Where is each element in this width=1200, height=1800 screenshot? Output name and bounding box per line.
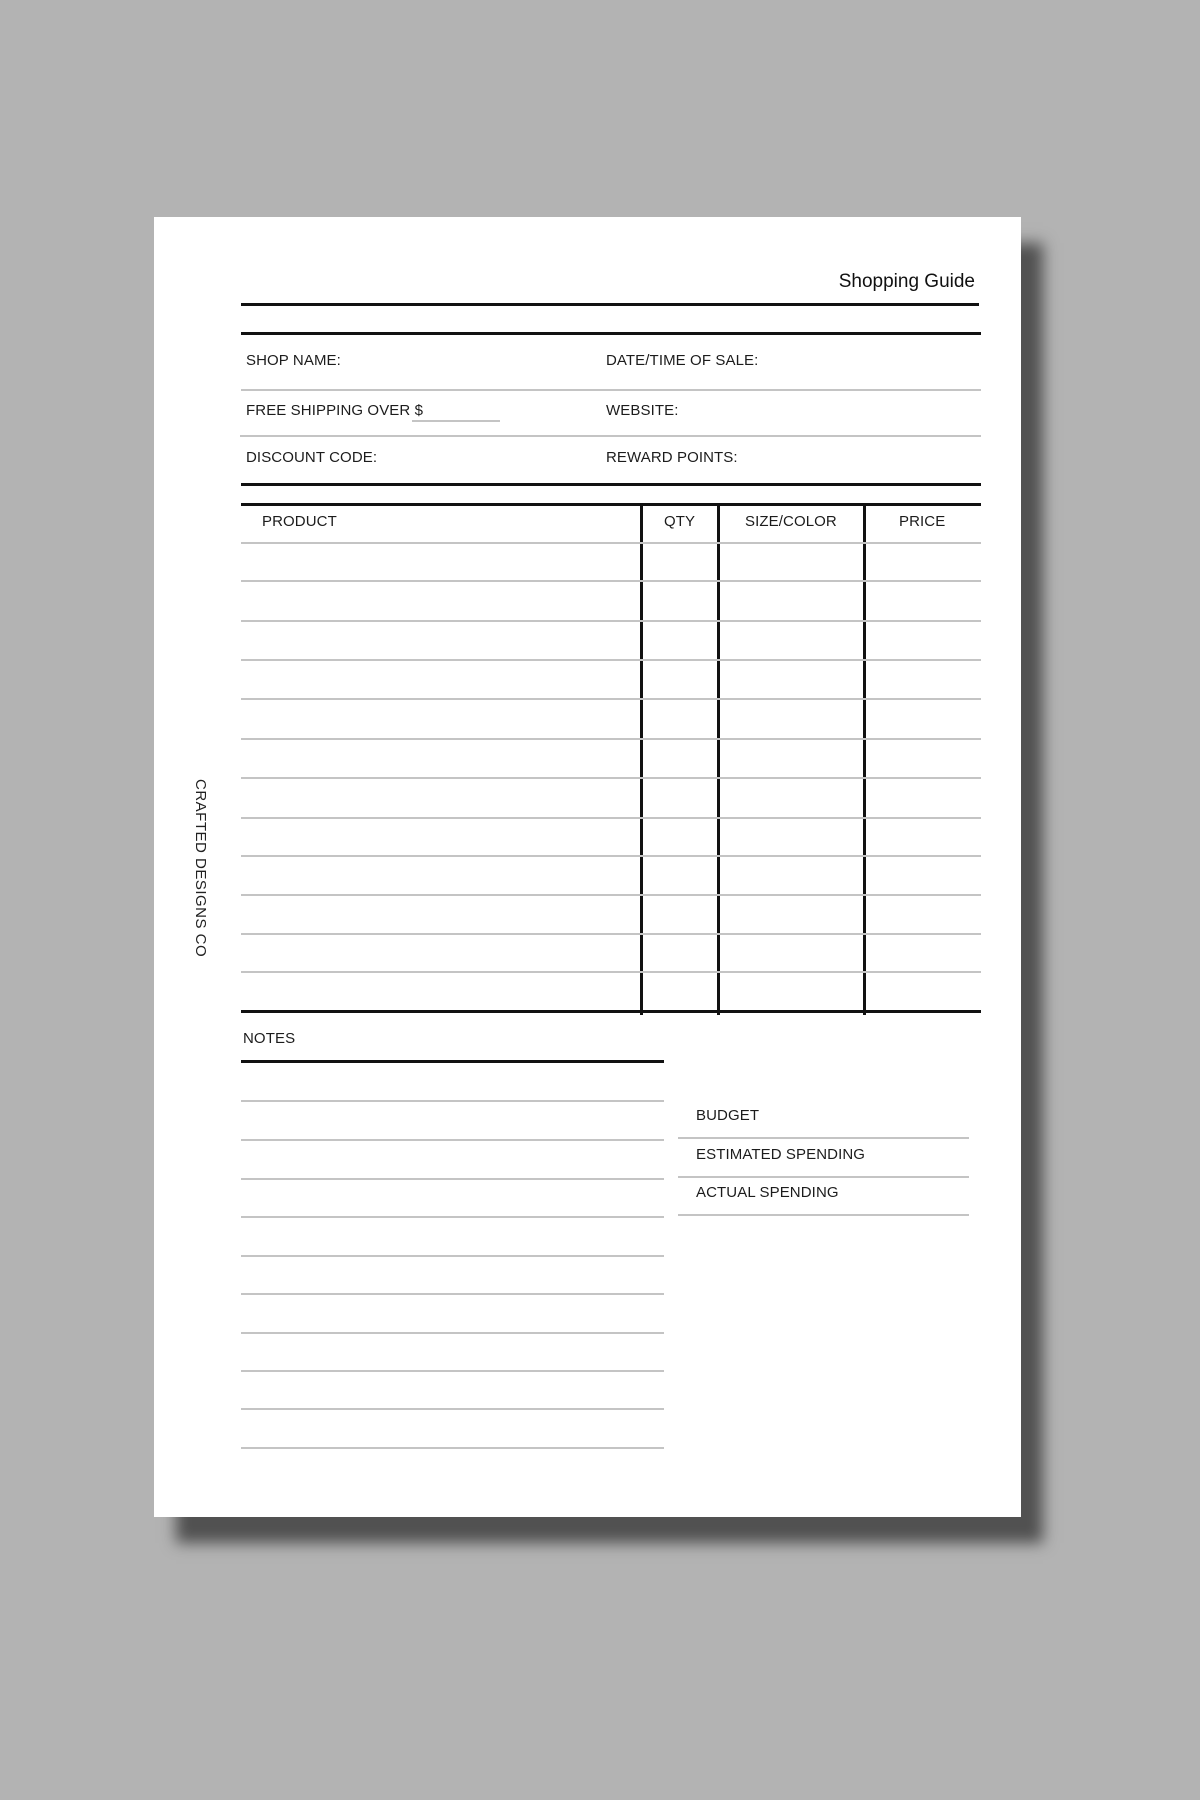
estimated-spending-line[interactable] <box>678 1176 969 1178</box>
table-row[interactable] <box>241 698 981 700</box>
notes-line[interactable] <box>241 1139 664 1141</box>
date-time-label: DATE/TIME OF SALE: <box>606 352 759 369</box>
estimated-spending-label: ESTIMATED SPENDING <box>696 1146 866 1163</box>
notes-line[interactable] <box>241 1447 664 1449</box>
notes-line[interactable] <box>241 1255 664 1257</box>
notes-line[interactable] <box>241 1100 664 1102</box>
table-row[interactable] <box>241 971 981 973</box>
free-shipping-label: FREE SHIPPING OVER $ <box>246 402 424 419</box>
info-bottom-divider <box>241 483 981 486</box>
table-bottom-border <box>241 1010 981 1013</box>
notes-label: NOTES <box>243 1030 296 1047</box>
table-row[interactable] <box>241 620 981 622</box>
table-top-border <box>241 503 981 506</box>
header-qty: QTY <box>664 513 696 530</box>
page-title: Shopping Guide <box>838 271 975 292</box>
title-divider <box>241 303 979 306</box>
table-row[interactable] <box>241 659 981 661</box>
table-row[interactable] <box>241 933 981 935</box>
notes-line[interactable] <box>241 1216 664 1218</box>
actual-spending-label: ACTUAL SPENDING <box>696 1184 839 1201</box>
free-shipping-blank[interactable] <box>412 420 500 422</box>
table-row[interactable] <box>241 855 981 857</box>
table-row[interactable] <box>241 738 981 740</box>
website-label: WEBSITE: <box>606 402 679 419</box>
budget-label: BUDGET <box>696 1107 760 1124</box>
info-row-divider <box>241 389 981 391</box>
shop-name-label: SHOP NAME: <box>246 352 341 369</box>
table-row[interactable] <box>241 580 981 582</box>
header-size-color: SIZE/COLOR <box>745 513 837 530</box>
notes-line[interactable] <box>241 1370 664 1372</box>
table-row[interactable] <box>241 542 981 544</box>
notes-line[interactable] <box>241 1293 664 1295</box>
table-row[interactable] <box>241 777 981 779</box>
notes-line[interactable] <box>241 1408 664 1410</box>
notes-line[interactable] <box>241 1332 664 1334</box>
reward-points-label: REWARD POINTS: <box>606 449 738 466</box>
brand-label: CRAFTED DESIGNS CO <box>192 779 209 958</box>
info-row-divider <box>240 435 981 437</box>
header-product: PRODUCT <box>262 513 337 530</box>
discount-code-label: DISCOUNT CODE: <box>246 449 378 466</box>
header-price: PRICE <box>899 513 946 530</box>
table-row[interactable] <box>241 817 981 819</box>
planner-page <box>154 217 1021 1517</box>
table-row[interactable] <box>241 894 981 896</box>
actual-spending-line[interactable] <box>678 1214 969 1216</box>
budget-line[interactable] <box>678 1137 969 1139</box>
info-top-divider <box>241 332 981 335</box>
notes-divider <box>241 1060 664 1063</box>
notes-line[interactable] <box>241 1178 664 1180</box>
